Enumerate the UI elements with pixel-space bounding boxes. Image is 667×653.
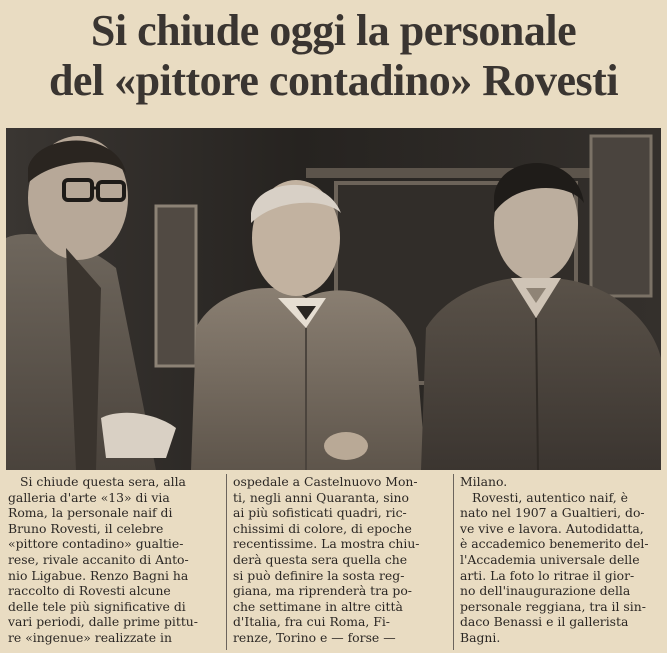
article-line: vari periodi, dalle prime pittu- — [8, 614, 198, 630]
article-line: Milano. — [460, 474, 508, 489]
article-line: derà questa sera quella che — [233, 551, 408, 567]
article-line: renze, Torino e — forse — — [233, 629, 396, 645]
article-line: arti. La foto lo ritrae il gior- — [460, 567, 635, 583]
article-line: nio Ligabue. Renzo Bagni ha — [8, 567, 189, 583]
photo-illustration — [6, 128, 661, 470]
article-line: chissimi di colore, di epoche — [233, 520, 412, 536]
article-line: raccolto di Rovesti alcune — [8, 583, 171, 599]
article-line: ve vive e lavora. Autodidatta, — [460, 520, 644, 536]
article-line: Bruno Rovesti, il celebre — [8, 520, 164, 536]
article-line: ospedale a Castelnuovo Mon- — [233, 474, 418, 489]
article-line: galleria d'arte «13» di via — [8, 489, 170, 505]
article-line: recentissime. La mostra chiu- — [233, 536, 420, 552]
article-line: Rovesti, autentico naif, è — [472, 489, 628, 505]
headline — [0, 6, 667, 106]
article-line: no dell'inaugurazione della — [460, 583, 631, 599]
article-line: daco Benassi e il gallerista — [460, 614, 629, 630]
article-body — [8, 474, 662, 650]
article-line: «pittore contadino» gualtie- — [8, 536, 184, 552]
article-line: personale reggiana, tra il sin- — [460, 598, 646, 614]
article-line: delle tele più significative di — [8, 598, 186, 614]
headline-line-2: del «pittore contadino» Rovesti — [48, 56, 619, 105]
headline-line-1: Si chiude oggi la personale — [90, 6, 577, 55]
article-line: l'Accademia universale delle — [460, 551, 640, 567]
article-column-3 — [453, 474, 660, 650]
article-line: d'Italia, fra cui Roma, Fi- — [233, 614, 390, 630]
article-line: Si chiude questa sera, alla — [20, 474, 186, 489]
article-line: rese, rivale accanito di Anto- — [8, 551, 189, 567]
article-column-1 — [8, 474, 226, 650]
article-line: ti, negli anni Quaranta, sino — [233, 489, 409, 505]
article-line: Roma, la personale naif di — [8, 505, 173, 521]
article-line: è accademico benemerito del- — [460, 536, 649, 552]
article-line: re «ingenue» realizzate in — [8, 629, 173, 645]
article-line: ai più sofisticati quadri, ric- — [233, 505, 407, 521]
article-line: nato nel 1907 a Gualtieri, do- — [460, 505, 645, 521]
article-line: si può definire la sosta reg- — [233, 567, 405, 583]
article-line: giana, ma riprenderà tra po- — [233, 583, 412, 599]
article-line: Bagni. — [460, 629, 501, 645]
article-column-2 — [226, 474, 453, 650]
news-photo — [6, 128, 661, 470]
article-line: che settimane in altre città — [233, 598, 403, 614]
